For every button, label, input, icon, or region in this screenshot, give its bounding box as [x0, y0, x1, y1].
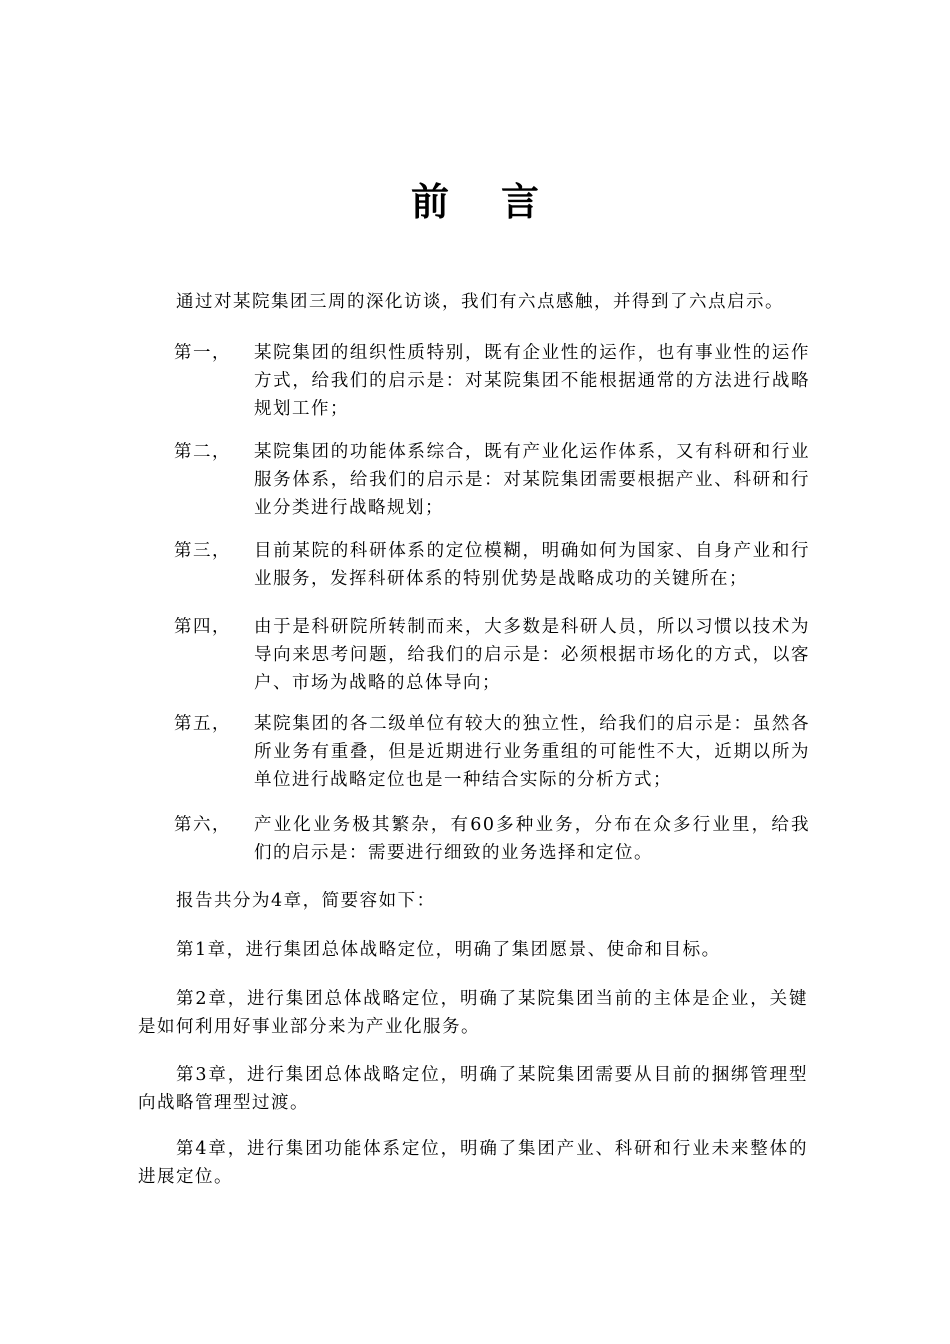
chapter-3-summary: 第3章，进行集团总体战略定位，明确了某院集团需要从目前的捆绑管理型向战略管理型过渡。 [138, 1065, 808, 1113]
insight-label: 第二， [174, 442, 231, 462]
chapter-2-summary: 第2章，进行集团总体战略定位，明确了某院集团当前的主体是企业，关键是如何利用好事业部分来为产业化服务。 [138, 989, 808, 1037]
page-title: 前言 [410, 180, 591, 224]
insight-label: 第三， [174, 541, 231, 561]
summary-intro: 报告共分为4章，简要容如下： [176, 891, 436, 911]
insight-text: 目前某院的科研体系的定位模糊，明确如何为国家、自身产业和行业服务，发挥科研体系的特别优势是战略成功的关键所在； [254, 541, 810, 589]
intro-paragraph: 通过对某院集团三周的深化访谈，我们有六点感触，并得到了六点启示。 [176, 292, 784, 312]
insight-text: 由于是科研院所转制而来，大多数是科研人员，所以习惯以技术为导向来思考问题，给我们的启示是：必须根据市场化的方式，以客户、市场为战略的总体导向； [254, 617, 810, 693]
chapter-4-summary: 第4章，进行集团功能体系定位，明确了集团产业、科研和行业未来整体的进展定位。 [138, 1139, 808, 1187]
insight-text: 某院集团的各二级单位有较大的独立性，给我们的启示是：虽然各所业务有重叠，但是近期进行业务重组的可能性不大，近期以所为单位进行战略定位也是一种结合实际的分析方式； [254, 714, 810, 790]
insight-label: 第五， [174, 714, 231, 734]
insight-text: 某院集团的功能体系综合，既有产业化运作体系，又有科研和行业服务体系，给我们的启示是：对某院集团需要根据产业、科研和行业分类进行战略规划； [254, 442, 810, 518]
insight-label: 第一， [174, 343, 231, 363]
insight-label: 第六， [174, 815, 231, 835]
insight-label: 第四， [174, 617, 231, 637]
insight-text: 产业化业务极其繁杂，有60多种业务，分布在众多行业里，给我们的启示是：需要进行细致的业务选择和定位。 [254, 815, 810, 863]
chapter-1-summary: 第1章，进行集团总体战略定位，明确了集团愿景、使命和目标。 [176, 940, 721, 960]
insight-text: 某院集团的组织性质特别，既有企业性的运作，也有事业性的运作方式，给我们的启示是：对某院集团不能根据通常的方法进行战略规划工作； [254, 343, 810, 419]
